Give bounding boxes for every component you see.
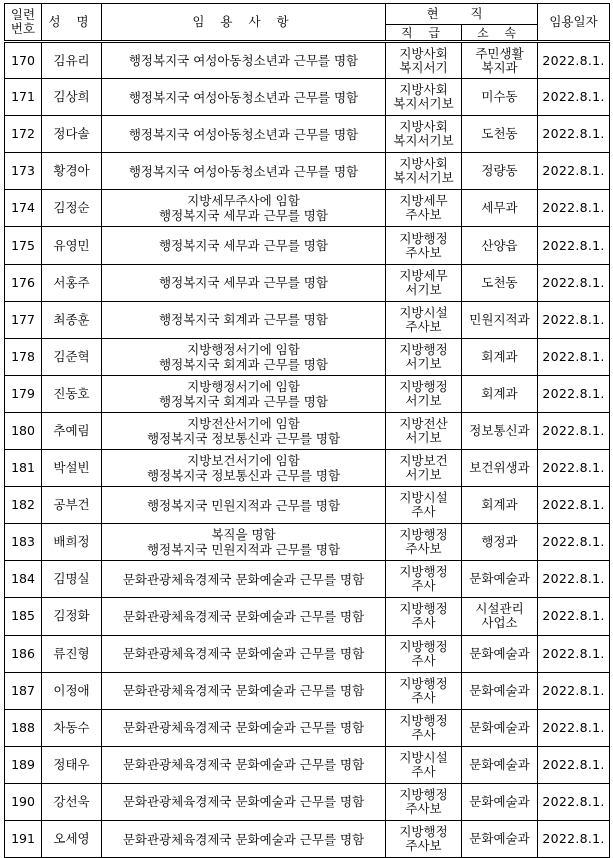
appointment-line: 지방세무주사에 임함: [187, 193, 300, 209]
table-row: [5, 375, 610, 412]
grade-line: 지방행정: [399, 786, 448, 802]
appointment-table: [4, 3, 610, 858]
grade-line: 지방행정: [399, 601, 448, 617]
grade-line: 주사: [411, 578, 436, 594]
grade-line: 지방세무: [399, 267, 448, 283]
grade-line: 지방사회: [399, 119, 448, 135]
grade-cell: [386, 190, 462, 227]
grade-cell: [386, 672, 462, 709]
appointment-line: 행정복지국 세무과 근무를 명함: [159, 275, 328, 291]
date-cell: 2022.8.1.: [538, 412, 610, 449]
appointment-cell: [102, 153, 386, 190]
department-line: 정량동: [481, 163, 518, 179]
appointment-cell: [102, 450, 386, 487]
name-cell: 강선욱: [42, 783, 102, 820]
grade-line: 지방사회: [399, 156, 448, 172]
department-cell: [462, 412, 538, 449]
serial-cell: 184: [5, 561, 42, 598]
date-cell: 2022.8.1.: [538, 79, 610, 116]
grade-cell: [386, 746, 462, 783]
date-cell: 2022.8.1.: [538, 672, 610, 709]
appointment-line: 행정복지국 민원지적과 근무를 명함: [146, 542, 341, 558]
table-header: [5, 4, 610, 42]
serial-cell: 176: [5, 264, 42, 301]
department-line: 회계과: [481, 348, 518, 364]
department-line: 정보통신과: [469, 422, 530, 438]
serial-cell: 173: [5, 153, 42, 190]
grade-line: 주사보: [405, 800, 442, 816]
department-cell: [462, 264, 538, 301]
grade-cell: [386, 820, 462, 857]
table-row: [5, 227, 610, 264]
table-row: [5, 709, 610, 746]
grade-cell: [386, 375, 462, 412]
table-row: [5, 450, 610, 487]
table-row: [5, 598, 610, 635]
appointment-cell: [102, 524, 386, 561]
grade-line: 주사보: [405, 838, 442, 854]
name-cell: 박설빈: [42, 450, 102, 487]
grade-line: 복지서기: [399, 59, 448, 75]
grade-line: 주사: [411, 689, 436, 705]
date-cell: 2022.8.1.: [538, 561, 610, 598]
grade-line: 지방행정: [399, 230, 448, 246]
serial-cell: 188: [5, 709, 42, 746]
appointment-line: 행정복지국 여성아동청소년과 근무를 명함: [128, 89, 359, 105]
grade-cell: [386, 227, 462, 264]
grade-cell: [386, 412, 462, 449]
grade-line: 복지서기보: [393, 133, 454, 149]
table-row: [5, 412, 610, 449]
date-cell: 2022.8.1.: [538, 450, 610, 487]
serial-cell: 185: [5, 598, 42, 635]
appointment-line: 문화관광체육경제국 문화예술과 근무를 명함: [122, 757, 365, 773]
appointment-line: 지방행정서기에 임함: [187, 341, 300, 357]
department-cell: [462, 42, 538, 79]
table-row: [5, 301, 610, 338]
serial-cell: 170: [5, 42, 42, 79]
table-row: [5, 746, 610, 783]
grade-cell: [386, 450, 462, 487]
date-cell: 2022.8.1.: [538, 42, 610, 79]
appointment-cell: [102, 635, 386, 672]
department-cell: [462, 116, 538, 153]
table-row: [5, 190, 610, 227]
date-cell: 2022.8.1.: [538, 375, 610, 412]
date-cell: 2022.8.1.: [538, 746, 610, 783]
serial-cell: 174: [5, 190, 42, 227]
serial-cell: 171: [5, 79, 42, 116]
department-cell: [462, 153, 538, 190]
name-cell: 김정순: [42, 190, 102, 227]
grade-line: 주사보: [405, 244, 442, 260]
grade-line: 지방보건: [399, 453, 448, 469]
department-line: 행정과: [481, 534, 518, 550]
department-line: 복지과: [481, 59, 518, 75]
department-line: 문화예술과: [469, 793, 530, 809]
grade-cell: [386, 79, 462, 116]
grade-line: 지방행정: [399, 378, 448, 394]
grade-cell: [386, 487, 462, 524]
date-cell: 2022.8.1.: [538, 190, 610, 227]
grade-cell: [386, 783, 462, 820]
grade-line: 복지서기보: [393, 170, 454, 186]
grade-line: 주사보: [405, 541, 442, 557]
grade-line: 서기보: [405, 355, 442, 371]
department-line: 사업소: [481, 615, 518, 631]
appointment-line: 문화관광체육경제국 문화예술과 근무를 명함: [122, 720, 365, 736]
serial-cell: 189: [5, 746, 42, 783]
grade-cell: [386, 153, 462, 190]
table-row: [5, 783, 610, 820]
grade-line: 지방행정: [399, 712, 448, 728]
serial-cell: 180: [5, 412, 42, 449]
appointment-line: 지방보건서기에 임함: [187, 453, 300, 469]
grade-line: 지방시설: [399, 304, 448, 320]
grade-cell: [386, 116, 462, 153]
date-cell: 2022.8.1.: [538, 301, 610, 338]
name-cell: 진동호: [42, 375, 102, 412]
appointment-line: 행정복지국 여성아동청소년과 근무를 명함: [128, 126, 359, 142]
table-row: [5, 153, 610, 190]
appointment-line: 문화관광체육경제국 문화예술과 근무를 명함: [122, 831, 365, 847]
department-line: 문화예술과: [469, 645, 530, 661]
appointment-cell: [102, 301, 386, 338]
department-cell: [462, 524, 538, 561]
name-cell: 황경아: [42, 153, 102, 190]
appointment-line: 문화관광체육경제국 문화예술과 근무를 명함: [122, 646, 365, 662]
appointment-line: 행정복지국 세무과 근무를 명함: [159, 238, 328, 254]
department-cell: [462, 561, 538, 598]
header-department: 소 속: [462, 25, 538, 42]
header-current: 현 직: [386, 4, 538, 25]
table-row: [5, 820, 610, 857]
department-cell: [462, 450, 538, 487]
grade-line: 주사: [411, 652, 436, 668]
appointment-cell: [102, 487, 386, 524]
table-row: [5, 338, 610, 375]
serial-cell: 190: [5, 783, 42, 820]
table-row: [5, 635, 610, 672]
name-cell: 김명실: [42, 561, 102, 598]
department-cell: [462, 672, 538, 709]
grade-line: 복지서기보: [393, 96, 454, 112]
name-cell: 차동수: [42, 709, 102, 746]
serial-cell: 182: [5, 487, 42, 524]
header-appointment: 임 용 사 항: [102, 4, 386, 42]
date-cell: 2022.8.1.: [538, 709, 610, 746]
grade-line: 주사보: [405, 318, 442, 334]
grade-line: 서기보: [405, 392, 442, 408]
date-cell: 2022.8.1.: [538, 598, 610, 635]
department-cell: [462, 190, 538, 227]
serial-cell: 181: [5, 450, 42, 487]
appointment-cell: [102, 79, 386, 116]
appointment-line: 행정복지국 회계과 근무를 명함: [159, 312, 328, 328]
appointment-line: 행정복지국 정보통신과 근무를 명함: [146, 430, 341, 446]
name-cell: 이정애: [42, 672, 102, 709]
appointment-line: 행정복지국 민원지적과 근무를 명함: [146, 497, 341, 513]
grade-cell: [386, 301, 462, 338]
department-cell: [462, 746, 538, 783]
header-date: 임용일자: [538, 4, 610, 42]
appointment-cell: [102, 746, 386, 783]
table-row: [5, 487, 610, 524]
name-cell: 서홍주: [42, 264, 102, 301]
date-cell: 2022.8.1.: [538, 820, 610, 857]
department-line: 문화예술과: [469, 719, 530, 735]
appointment-cell: [102, 598, 386, 635]
serial-cell: 177: [5, 301, 42, 338]
name-cell: 유영민: [42, 227, 102, 264]
appointment-cell: [102, 561, 386, 598]
personnel-appointment-sheet: [4, 3, 610, 858]
serial-cell: 183: [5, 524, 42, 561]
date-cell: 2022.8.1.: [538, 524, 610, 561]
department-line: 주민생활: [475, 45, 524, 61]
grade-line: 주사: [411, 726, 436, 742]
header-serial-line2: 번호: [10, 21, 36, 36]
department-line: 문화예술과: [469, 571, 530, 587]
department-line: 시설관리: [475, 601, 524, 617]
grade-line: 지방세무: [399, 193, 448, 209]
header-name: 성 명: [42, 4, 102, 42]
appointment-line: 행정복지국 여성아동청소년과 근무를 명함: [128, 163, 359, 179]
appointment-cell: [102, 42, 386, 79]
name-cell: 김준혁: [42, 338, 102, 375]
appointment-line: 행정복지국 회계과 근무를 명함: [159, 356, 328, 372]
department-line: 문화예술과: [469, 682, 530, 698]
table-row: [5, 561, 610, 598]
department-line: 민원지적과: [469, 311, 530, 327]
serial-cell: 186: [5, 635, 42, 672]
appointment-cell: [102, 709, 386, 746]
header-serial-line1: 일련: [10, 7, 36, 22]
appointment-cell: [102, 672, 386, 709]
table-row: [5, 672, 610, 709]
appointment-cell: [102, 338, 386, 375]
grade-line: 주사보: [405, 207, 442, 223]
appointment-line: 지방행정서기에 임함: [187, 378, 300, 394]
table-row: [5, 42, 610, 79]
date-cell: 2022.8.1.: [538, 264, 610, 301]
grade-line: 지방사회: [399, 82, 448, 98]
serial-cell: 175: [5, 227, 42, 264]
date-cell: 2022.8.1.: [538, 227, 610, 264]
appointment-line: 행정복지국 여성아동청소년과 근무를 명함: [128, 53, 359, 69]
grade-line: 주사: [411, 615, 436, 631]
date-cell: 2022.8.1.: [538, 116, 610, 153]
grade-cell: [386, 709, 462, 746]
grade-line: 지방시설: [399, 490, 448, 506]
date-cell: 2022.8.1.: [538, 153, 610, 190]
department-cell: [462, 79, 538, 116]
table-row: [5, 524, 610, 561]
grade-cell: [386, 264, 462, 301]
department-cell: [462, 820, 538, 857]
table-body: [5, 42, 610, 858]
table-row: [5, 79, 610, 116]
department-cell: [462, 487, 538, 524]
department-line: 보건위생과: [469, 460, 530, 476]
name-cell: 김상희: [42, 79, 102, 116]
department-cell: [462, 709, 538, 746]
grade-line: 지방행정: [399, 527, 448, 543]
appointment-line: 행정복지국 정보통신과 근무를 명함: [146, 468, 341, 484]
appointment-line: 행정복지국 회계과 근무를 명함: [159, 393, 328, 409]
grade-line: 지방행정: [399, 341, 448, 357]
department-line: 산양읍: [481, 237, 518, 253]
serial-cell: 191: [5, 820, 42, 857]
department-line: 미수동: [481, 89, 518, 105]
grade-line: 서기보: [405, 281, 442, 297]
department-cell: [462, 375, 538, 412]
appointment-cell: [102, 783, 386, 820]
department-cell: [462, 783, 538, 820]
header-serial: [5, 4, 42, 42]
appointment-cell: [102, 412, 386, 449]
name-cell: 김정화: [42, 598, 102, 635]
appointment-cell: [102, 820, 386, 857]
name-cell: 오세영: [42, 820, 102, 857]
department-line: 문화예술과: [469, 831, 530, 847]
appointment-cell: [102, 227, 386, 264]
name-cell: 류진형: [42, 635, 102, 672]
grade-cell: [386, 561, 462, 598]
table-row: [5, 116, 610, 153]
department-line: 세무과: [481, 200, 518, 216]
grade-line: 주사: [411, 504, 436, 520]
appointment-line: 문화관광체육경제국 문화예술과 근무를 명함: [122, 571, 365, 587]
grade-cell: [386, 598, 462, 635]
grade-line: 지방행정: [399, 675, 448, 691]
grade-line: 지방사회: [399, 45, 448, 61]
serial-cell: 178: [5, 338, 42, 375]
department-cell: [462, 635, 538, 672]
date-cell: 2022.8.1.: [538, 338, 610, 375]
serial-cell: 172: [5, 116, 42, 153]
grade-line: 주사: [411, 763, 436, 779]
date-cell: 2022.8.1.: [538, 635, 610, 672]
appointment-cell: [102, 116, 386, 153]
grade-cell: [386, 524, 462, 561]
table-row: [5, 264, 610, 301]
name-cell: 추예림: [42, 412, 102, 449]
grade-line: 지방행정: [399, 824, 448, 840]
appointment-line: 문화관광체육경제국 문화예술과 근무를 명함: [122, 608, 365, 624]
appointment-cell: [102, 375, 386, 412]
appointment-cell: [102, 264, 386, 301]
appointment-line: 지방전산서기에 임함: [187, 415, 300, 431]
department-cell: [462, 301, 538, 338]
department-cell: [462, 227, 538, 264]
department-line: 도천동: [481, 274, 518, 290]
department-cell: [462, 338, 538, 375]
name-cell: 정다솔: [42, 116, 102, 153]
name-cell: 공부건: [42, 487, 102, 524]
department-cell: [462, 598, 538, 635]
department-line: 도천동: [481, 126, 518, 142]
grade-line: 지방행정: [399, 638, 448, 654]
grade-cell: [386, 42, 462, 79]
grade-line: 지방행정: [399, 564, 448, 580]
appointment-line: 복직을 명함: [211, 527, 276, 543]
serial-cell: 179: [5, 375, 42, 412]
appointment-cell: [102, 190, 386, 227]
serial-cell: 187: [5, 672, 42, 709]
appointment-line: 문화관광체육경제국 문화예술과 근무를 명함: [122, 683, 365, 699]
header-grade: 직 급: [386, 25, 462, 42]
grade-line: 서기보: [405, 467, 442, 483]
department-line: 회계과: [481, 385, 518, 401]
appointment-line: 행정복지국 세무과 근무를 명함: [159, 208, 328, 224]
date-cell: 2022.8.1.: [538, 487, 610, 524]
grade-line: 지방시설: [399, 749, 448, 765]
department-line: 회계과: [481, 497, 518, 513]
department-line: 문화예술과: [469, 756, 530, 772]
grade-line: 지방전산: [399, 415, 448, 431]
grade-cell: [386, 635, 462, 672]
appointment-line: 문화관광체육경제국 문화예술과 근무를 명함: [122, 794, 365, 810]
name-cell: 김유리: [42, 42, 102, 79]
date-cell: 2022.8.1.: [538, 783, 610, 820]
grade-line: 서기보: [405, 429, 442, 445]
name-cell: 최종훈: [42, 301, 102, 338]
name-cell: 배희정: [42, 524, 102, 561]
name-cell: 정태우: [42, 746, 102, 783]
grade-cell: [386, 338, 462, 375]
